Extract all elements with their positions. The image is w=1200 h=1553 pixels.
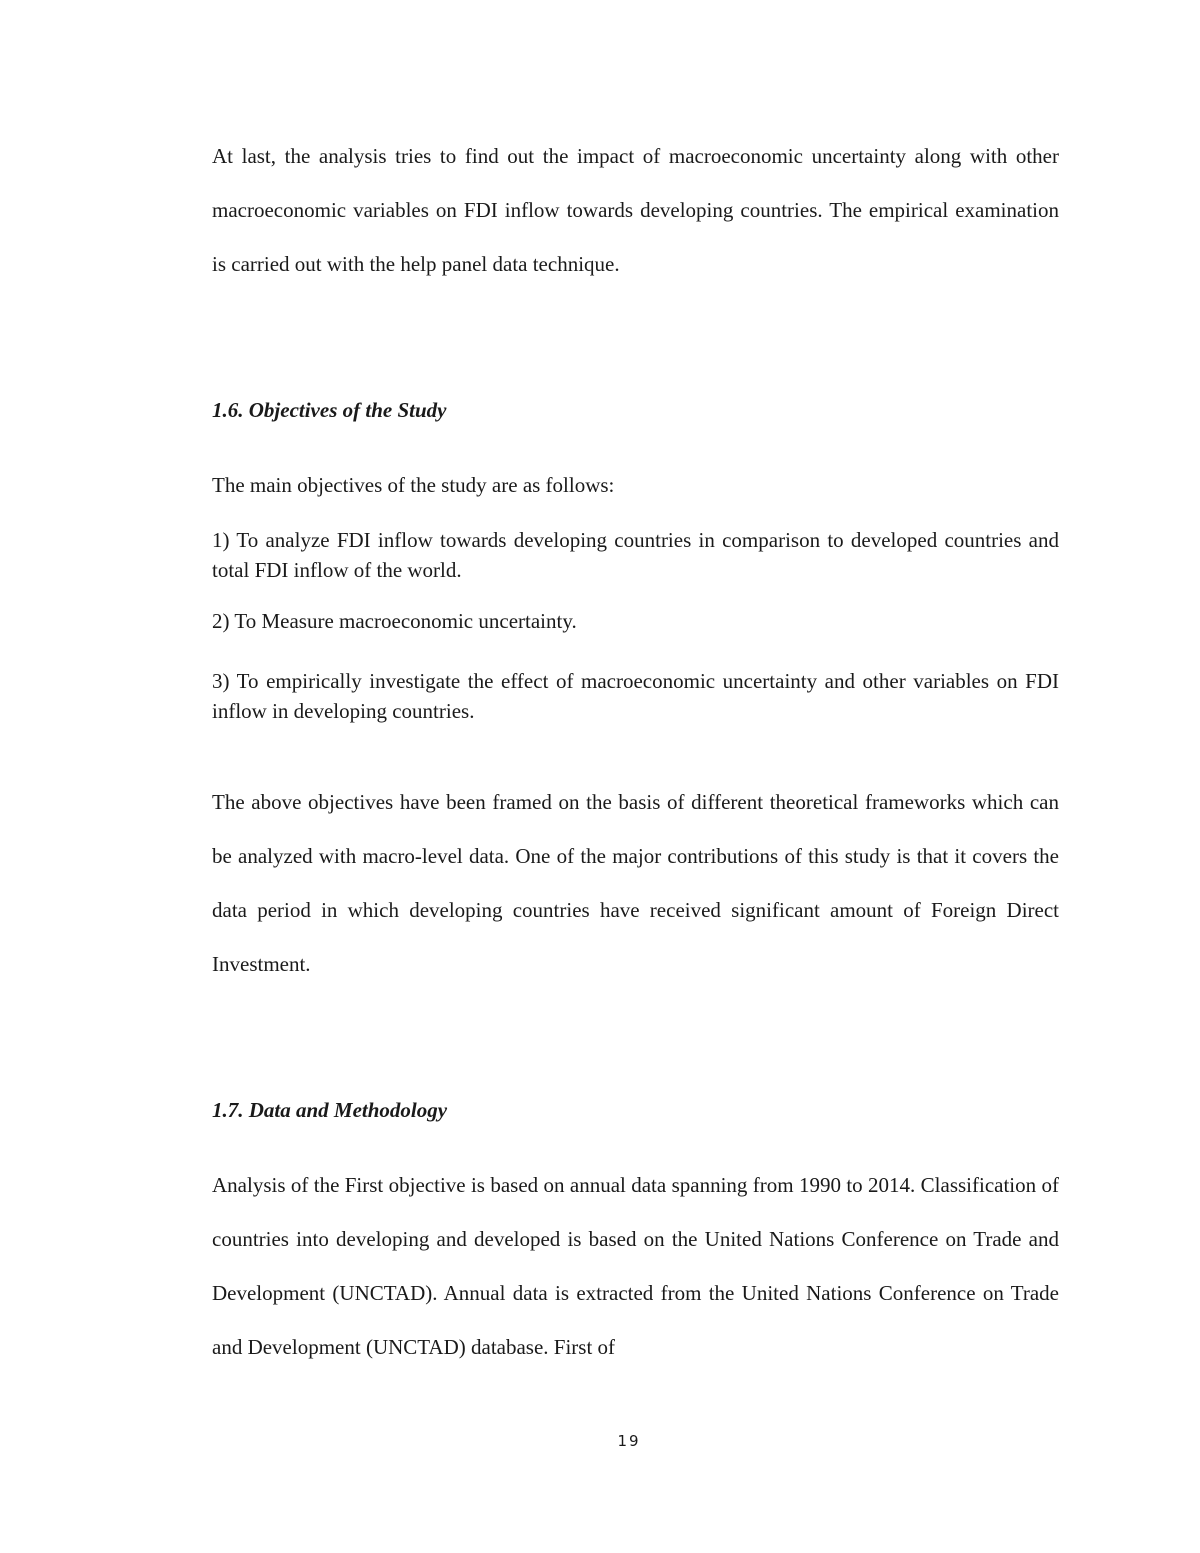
section-heading-methodology: 1.7. Data and Methodology <box>212 1098 448 1122</box>
methodology-paragraph: Analysis of the First objective is based on annual data spanning from 1990 to 2014. Classification of countries into developing and developed is based on the United Nations Conference on Trade and Development (UNCTAD). Annual data is extracted from the United Nations Conference on Trade and Development (UNCTAD) database. First of <box>212 1173 1059 1359</box>
section-heading-objectives: 1.6. Objectives of the Study <box>212 398 447 422</box>
objectives-closing-paragraph: The above objectives have been framed on the basis of different theoretical frameworks which can be analyzed with macro-level data. One of the major contributions of this study is that it covers the data period in which developing countries have received significant amount of Foreign Direct Investment. <box>212 790 1059 976</box>
objective-item: 2) To Measure macroeconomic uncertainty. <box>212 609 577 633</box>
objectives-lead-paragraph: The main objectives of the study are as follows: <box>212 473 615 497</box>
page-number: 19 <box>617 1432 641 1450</box>
objective-item: 3) To empirically investigate the effect of macroeconomic uncertainty and other variables on FDI inflow in developing countries. <box>212 669 1059 723</box>
intro-paragraph: At last, the analysis tries to find out the impact of macroeconomic uncertainty along with other macroeconomic variables on FDI inflow towards developing countries. The empirical examination is carried out with the help panel data technique. <box>212 144 1059 276</box>
objective-item: 1) To analyze FDI inflow towards developing countries in comparison to developed countries and total FDI inflow of the world. <box>212 528 1059 582</box>
